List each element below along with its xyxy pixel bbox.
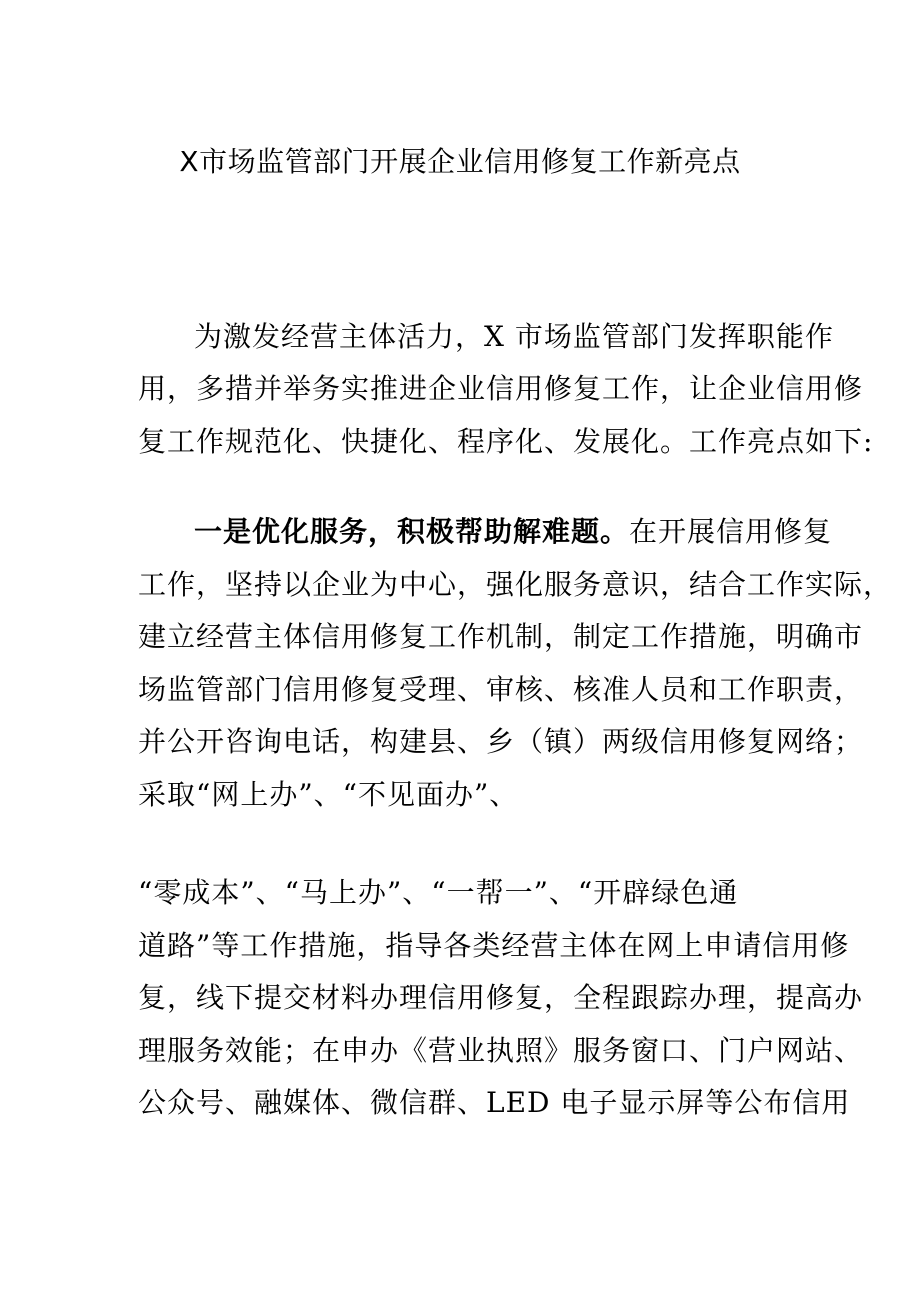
section1-line: 采取“网上办”、“不见面办”、 xyxy=(138,778,519,811)
section1-line: 场监管部门信用修复受理、审核、核准人员和工作职责， xyxy=(138,673,864,706)
section1-line: 建立经营主体信用修复工作机制，制定工作措施，明确市 xyxy=(138,620,864,653)
section1-line: 并公开咨询电话，构建县、乡（镇）两级信用修复网络； xyxy=(138,725,864,758)
section1-heading: 一是优化服务，积极帮助解难题。 xyxy=(194,515,630,548)
section1-line: “零成本”、“马上办”、“一帮一”、“开辟绿色通 xyxy=(138,876,739,909)
section1-line: 复，线下提交材料办理信用修复，全程跟踪办理，提高办 xyxy=(138,981,864,1014)
intro-line: 复工作规范化、快捷化、程序化、发展化。工作亮点如下: xyxy=(138,425,874,458)
section1-line: 道路”等工作措施，指导各类经营主体在网上申请信用修 xyxy=(138,929,850,962)
intro-line: 用，多措并举务实推进企业信用修复工作，让企业信用修 xyxy=(138,372,864,405)
section1-line: 公众号、融媒体、微信群、LED 电子显示屏等公布信用 xyxy=(138,1086,851,1119)
document-title: X市场监管部门开展企业信用修复工作新亮点 xyxy=(179,145,741,178)
section1-first-line-rest: 在开展信用修复 xyxy=(629,515,833,548)
intro-line: 为激发经营主体活力，X 市场监管部门发挥职能作 xyxy=(194,320,834,353)
section1-line: 理服务效能；在申办《营业执照》服务窗口、门户网站、 xyxy=(138,1034,864,1067)
section1-first-line xyxy=(194,512,832,552)
section1-line: 工作，坚持以企业为中心，强化服务意识，结合工作实际， xyxy=(138,568,893,601)
